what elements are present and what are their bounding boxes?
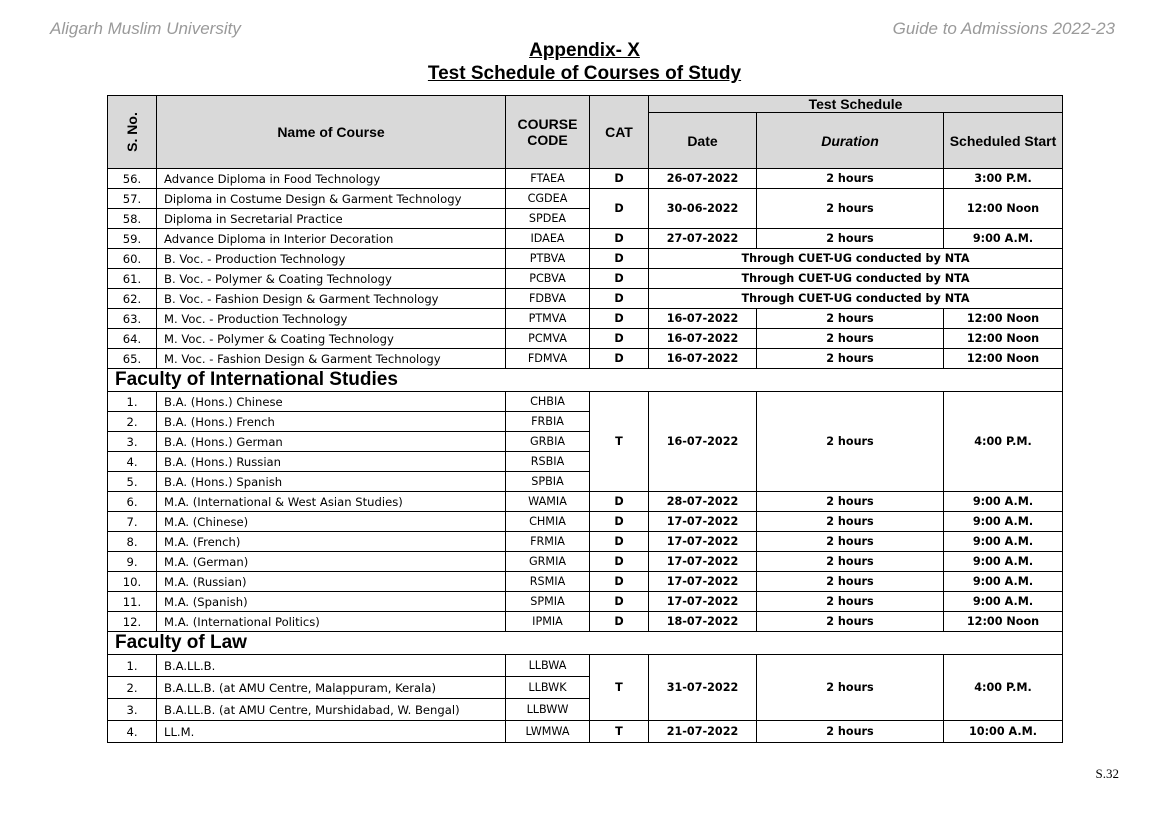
table-row: 6. M.A. (International & West Asian Studies) WAMIA D 28-07-2022 2 hours 9:00 A.M. bbox=[108, 492, 1063, 512]
table-row: 4. LL.M. LWMWA T 21-07-2022 2 hours 10:00 A.M. bbox=[108, 721, 1063, 743]
table-row: 60. B. Voc. - Production Technology PTBVA D Through CUET-UG conducted by NTA bbox=[108, 249, 1063, 269]
table-row: 65. M. Voc. - Fashion Design & Garment Technology FDMVA D 16-07-2022 2 hours 12:00 Noon bbox=[108, 349, 1063, 369]
table-row: 4. B.A. (Hons.) Russian RSBIA bbox=[108, 452, 1063, 472]
table-row: 1. B.A. (Hons.) Chinese CHBIA T 16-07-2022 2 hours 4:00 P.M. bbox=[108, 392, 1063, 412]
header-university: Aligarh Muslim University bbox=[50, 19, 241, 38]
table-row: 58. Diploma in Secretarial Practice SPDEA bbox=[108, 209, 1063, 229]
table-row: 2. B.A.LL.B. (at AMU Centre, Malappuram, Kerala) LLBWK bbox=[108, 677, 1063, 699]
header-course-code: COURSE CODE bbox=[506, 96, 590, 169]
table-row: 11. M.A. (Spanish) SPMIA D 17-07-2022 2 hours 9:00 A.M. bbox=[108, 592, 1063, 612]
table-row: 7. M.A. (Chinese) CHMIA D 17-07-2022 2 hours 9:00 A.M. bbox=[108, 512, 1063, 532]
table-row: 63. M. Voc. - Production Technology PTMVA D 16-07-2022 2 hours 12:00 Noon bbox=[108, 309, 1063, 329]
table-row: 9. M.A. (German) GRMIA D 17-07-2022 2 hours 9:00 A.M. bbox=[108, 552, 1063, 572]
header-duration: Duration bbox=[757, 113, 944, 169]
appendix-subtitle: Test Schedule of Courses of Study bbox=[427, 63, 742, 84]
faculty-heading-international: Faculty of International Studies bbox=[108, 369, 1063, 392]
header-date: Date bbox=[649, 113, 757, 169]
test-schedule-table bbox=[107, 95, 1063, 743]
appendix-title: Appendix- X bbox=[529, 40, 640, 61]
table-row: 64. M. Voc. - Polymer & Coating Technology PCMVA D 16-07-2022 2 hours 12:00 Noon bbox=[108, 329, 1063, 349]
table-row: 62. B. Voc. - Fashion Design & Garment Technology FDBVA D Through CUET-UG conducted by NTA bbox=[108, 289, 1063, 309]
table-row: 2. B.A. (Hons.) French FRBIA bbox=[108, 412, 1063, 432]
table-row: 1. B.A.LL.B. LLBWA T 31-07-2022 2 hours 4:00 P.M. bbox=[108, 655, 1063, 677]
table-row: 10. M.A. (Russian) RSMIA D 17-07-2022 2 hours 9:00 A.M. bbox=[108, 572, 1063, 592]
table-row: 3. B.A.LL.B. (at AMU Centre, Murshidabad, W. Bengal) LLBWW bbox=[108, 699, 1063, 721]
header-test-schedule: Test Schedule bbox=[649, 96, 1063, 113]
header-course-name: Name of Course bbox=[157, 96, 506, 169]
table-row: 5. B.A. (Hons.) Spanish SPBIA bbox=[108, 472, 1063, 492]
table-row: 3. B.A. (Hons.) German GRBIA bbox=[108, 432, 1063, 452]
faculty-heading-law: Faculty of Law bbox=[108, 632, 1063, 655]
header-scheduled-start: Scheduled Start bbox=[944, 113, 1063, 169]
table-row: 59. Advance Diploma in Interior Decoration IDAEA D 27-07-2022 2 hours 9:00 A.M. bbox=[108, 229, 1063, 249]
table-row: 61. B. Voc. - Polymer & Coating Technology PCBVA D Through CUET-UG conducted by NTA bbox=[108, 269, 1063, 289]
table-row: 12. M.A. (International Politics) IPMIA D 18-07-2022 2 hours 12:00 Noon bbox=[108, 612, 1063, 632]
table-row: 56. Advance Diploma in Food Technology FTAEA D 26-07-2022 2 hours 3:00 P.M. bbox=[108, 169, 1063, 189]
table-row: 57. Diploma in Costume Design & Garment Technology CGDEA D 30-06-2022 2 hours 12:00 Noon bbox=[108, 189, 1063, 209]
header-sno: S. No. bbox=[108, 96, 157, 169]
page-number: S.32 bbox=[1095, 766, 1119, 781]
header-guide-title: Guide to Admissions 2022-23 bbox=[892, 19, 1115, 38]
table-row: 8. M.A. (French) FRMIA D 17-07-2022 2 hours 9:00 A.M. bbox=[108, 532, 1063, 552]
header-cat: CAT bbox=[590, 96, 649, 169]
